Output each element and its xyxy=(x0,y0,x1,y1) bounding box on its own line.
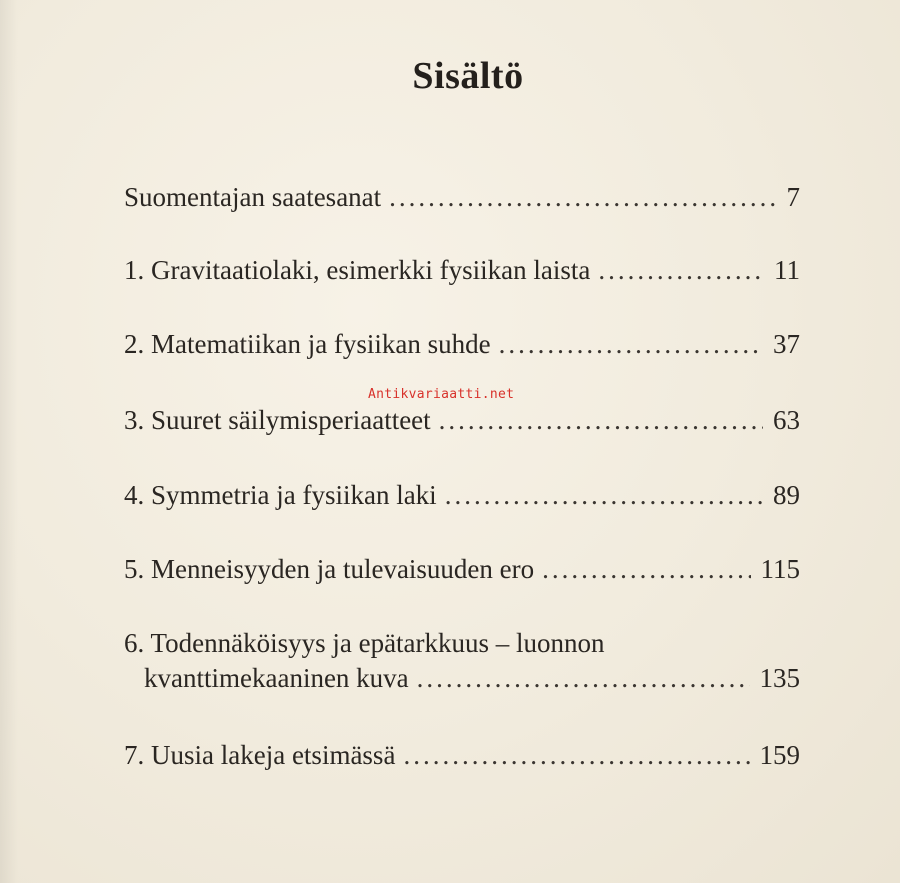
toc-entry-page: 159 xyxy=(759,740,800,770)
toc-entry-chapter-7 xyxy=(124,740,800,771)
toc-entry-continuation xyxy=(124,663,800,694)
toc-entry-label: 2. Matematiikan ja fysiikan suhde xyxy=(124,329,491,359)
page-gutter-shadow xyxy=(0,0,18,883)
toc-entry-label-line2: kvanttimekaaninen kuva xyxy=(144,663,409,693)
toc-entry-label: 3. Suuret säilymisperiaatteet xyxy=(124,405,431,435)
toc-entry-page: 135 xyxy=(759,663,800,693)
toc-entry-label: 1. Gravitaatiolaki, esimerkki fysiikan laista xyxy=(124,255,591,285)
toc-entry-label-line1: 6. Todennäköisyys ja epätarkkuus – luonnon xyxy=(124,628,605,658)
watermark-text: Antikvariaatti.net xyxy=(368,387,515,402)
toc-entry-page: 89 xyxy=(773,480,800,510)
toc-entry-page: 7 xyxy=(786,182,800,212)
dot-leader xyxy=(417,663,750,694)
toc-entry-chapter-2 xyxy=(124,329,800,360)
dot-leader xyxy=(403,740,749,771)
toc-entry-chapter-3 xyxy=(124,405,800,436)
dot-leader xyxy=(542,554,750,585)
toc-entry-chapter-5 xyxy=(124,554,800,585)
dot-leader xyxy=(445,480,763,511)
toc-entry-label: 7. Uusia lakeja etsimässä xyxy=(124,740,396,770)
toc-entry-preface xyxy=(124,182,800,213)
toc-entry-page: 115 xyxy=(760,554,800,584)
toc-entry-label: 5. Menneisyyden ja tulevaisuuden ero xyxy=(124,554,535,584)
dot-leader xyxy=(439,405,763,436)
toc-entry-page: 63 xyxy=(773,405,800,435)
toc-entry-label: 4. Symmetria ja fysiikan laki xyxy=(124,480,437,510)
toc-entry-chapter-6 xyxy=(124,628,800,694)
toc-entry-chapter-1 xyxy=(124,255,800,286)
toc-entry-page: 37 xyxy=(773,329,800,359)
toc-entry-chapter-4 xyxy=(124,480,800,511)
dot-leader xyxy=(389,182,776,213)
dot-leader xyxy=(598,255,764,286)
page-title: Sisältö xyxy=(412,55,524,97)
toc-entry-page: 11 xyxy=(774,255,800,285)
toc-entry-label: Suomentajan saatesanat xyxy=(124,182,382,212)
dot-leader xyxy=(499,329,763,360)
